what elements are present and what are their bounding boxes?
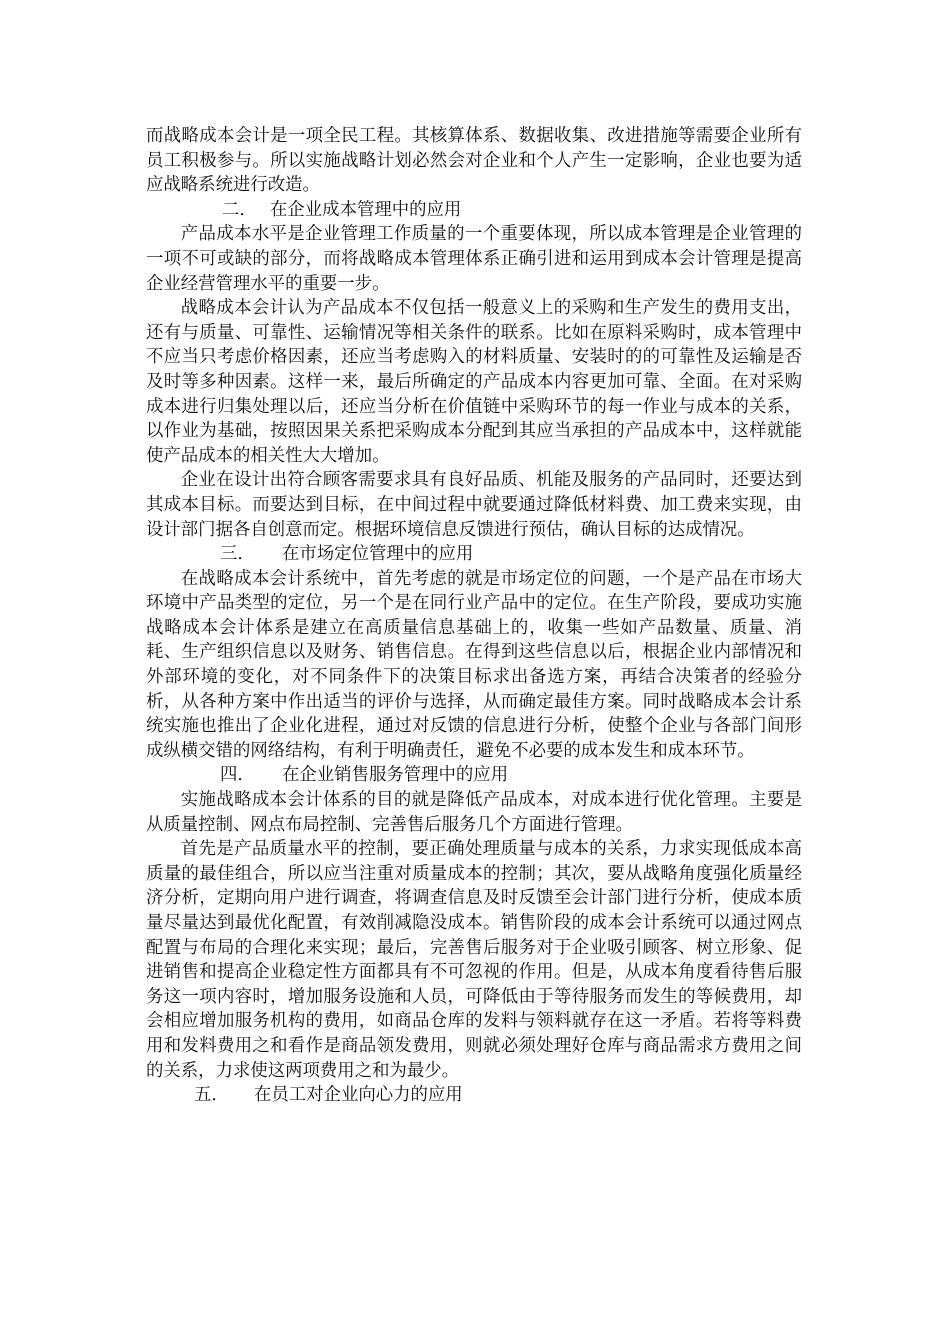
section-number: 三． [220, 544, 255, 565]
paragraph: 产品成本水平是企业管理工作质量的一个重要体现，所以成本管理是企业管理的一项不可或缺的部分，而将战略成本管理体系正确引进和运用到成本会计管理是提高企业经营管理水平的重要一步。 [146, 224, 802, 294]
section-title: 在市场定位管理中的应用 [282, 544, 474, 565]
section-title: 在企业销售服务管理中的应用 [282, 765, 509, 786]
section-heading-3 [146, 542, 802, 567]
section-number: 五． [194, 1085, 229, 1106]
section-heading-5 [146, 1083, 802, 1108]
paragraph: 实施战略成本会计体系的目的就是降低产品成本，对成本进行优化管理。主要是从质量控制、网点布局控制、完善售后服务几个方面进行管理。 [146, 790, 802, 835]
paragraph: 企业在设计出符合顾客需要求具有良好品质、机能及服务的产品同时，还要达到其成本目标。而要达到目标，在中间过程中就要通过降低材料费、加工费来实现，由设计部门据各自创意而定。根据环境信息反馈进行预估，确认目标的达成情况。 [146, 470, 802, 540]
paragraph: 首先是产品质量水平的控制，要正确处理质量与成本的关系，力求实现低成本高质量的最佳组合，所以应当注重对质量成本的控制；其次，要从战略角度强化质量经济分析，定期向用户进行调查，将调查信息及时反馈至会计部门进行分析，使成本质量尽量达到最优化配置，有效削减隐没成本。销售阶段的成本会计系统可以通过网点配置与布局的合理化来实现；最后，完善售后服务对于企业吸引顾客、树立形象、促进销售和提高企业稳定性方面都具有不可忽视的作用。但是，从成本角度看待售后服务这一项内容时，增加服务设施和人员，可降低由于等待服务而发生的等候费用，却会相应增加服务机构的费用，如商品仓库的发料与领料就存在这一矛盾。若将等料费用和发料费用之和看作是商品领发费用，则就必须处理好仓库与商品需求方费用之间的关系，力求使这两项费用之和为最少。 [146, 839, 802, 1081]
document-page [146, 124, 802, 1108]
paragraph-intro-continuation: 而战略成本会计是一项全民工程。其核算体系、数据收集、改进措施等需要企业所有员工积极参与。所以实施战略计划必然会对企业和个人产生一定影响，企业也要为适应战略系统进行改造。 [146, 126, 802, 196]
section-heading-4 [146, 763, 802, 788]
paragraph: 战略成本会计认为产品成本不仅包括一般意义上的采购和生产发生的费用支出，还有与质量、可靠性、运输情况等相关条件的联系。比如在原料采购时，成本管理中不应当只考虑价格因素，还应当考虑购入的材料质量、安装时的的可靠性及运输是否及时等多种因素。这样一来，最后所确定的产品成本内容更加可靠、全面。在对采购成本进行归集处理以后，还应当分析在价值链中采购环节的每一作业与成本的关系，以作业为基础，按照因果关系把采购成本分配到其应当承担的产品成本中，这样就能使产品成本的相关性大大增加。 [146, 298, 802, 466]
section-number: 四． [220, 765, 255, 786]
section-title: 在员工对企业向心力的应用 [254, 1085, 463, 1106]
section-number: 二． [222, 199, 257, 220]
section-heading-2 [146, 198, 802, 223]
section-title: 在企业成本管理中的应用 [270, 199, 462, 220]
paragraph: 在战略成本会计系统中，首先考虑的就是市场定位的问题，一个是产品在市场大环境中产品类型的定位，另一个是在同行业产品中的定位。在生产阶段，要成功实施战略成本会计体系是建立在高质量信息基础上的，收集一些如产品数量、质量、消耗、生产组织信息以及财务、销售信息。在得到这些信息以后，根据企业内部情况和外部环境的变化，对不同条件下的决策目标求出备选方案，再结合决策者的经验分析，从各种方案中作出适当的评价与选择，从而确定最佳方案。同时战略成本会计系统实施也推出了企业化进程，通过对反馈的信息进行分析，使整个企业与各部门间形成纵横交错的网络结构，有利于明确责任，避免不必要的成本发生和成本环节。 [146, 568, 802, 761]
